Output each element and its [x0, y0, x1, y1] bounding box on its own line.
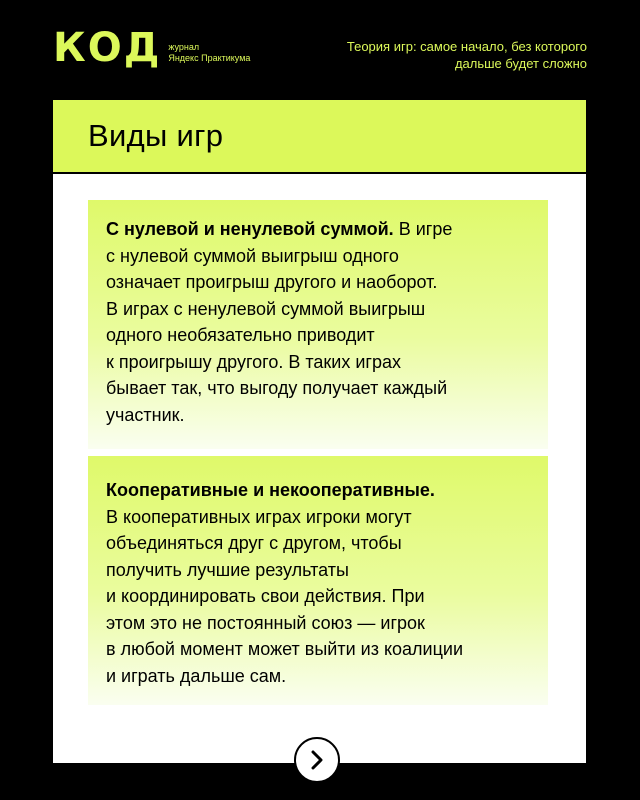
logo-subtitle-line1: журнал — [168, 42, 200, 52]
card-line: В кооперативных играх игроки могут — [106, 506, 412, 527]
content-panel — [53, 100, 586, 763]
card-line: объединяться друг с другом, чтобы — [106, 533, 402, 553]
card-line: бывает так, что выгоду получает каждый — [106, 378, 448, 398]
card-line: одного необязательно приводит — [106, 325, 375, 345]
card-line: этом это не постоянный союз — игрок — [106, 612, 425, 633]
card-line: означает проигрыш другого и наоборот. — [106, 272, 438, 292]
panel-header — [53, 100, 586, 174]
info-card-cooperative — [88, 456, 548, 705]
card-line: к проигрышу другого. В таких играх — [106, 351, 401, 372]
card-line: участник. — [106, 404, 185, 425]
chevron-right-icon — [308, 749, 326, 771]
card-line: и координировать свои действия. При — [106, 586, 425, 606]
card-line: В игре — [393, 219, 453, 239]
card-line: с нулевой суммой выигрыш одного — [106, 245, 399, 266]
card-lead: Кооперативные и некооперативные. — [106, 480, 435, 500]
info-card-zero-sum — [88, 200, 548, 449]
article-title-line1: Теория игр: самое начало, без которого — [346, 39, 587, 54]
article-title — [287, 38, 587, 72]
card-line: в любой момент может выйти из коалиции — [106, 639, 464, 659]
card-line: В играх с ненулевой суммой выигрыш — [106, 298, 426, 319]
logo-mark: КОД — [53, 25, 162, 71]
card-line: и играть дальше сам. — [106, 665, 287, 686]
card-lead: С нулевой и ненулевой суммой. — [106, 219, 394, 239]
article-title-line2: дальше будет сложно — [454, 56, 587, 71]
logo — [53, 25, 251, 71]
logo-subtitle — [168, 42, 250, 64]
card-line: получить лучшие результаты — [106, 559, 349, 580]
next-slide-button[interactable] — [294, 737, 340, 783]
panel-title: Виды игр — [88, 118, 224, 153]
logo-subtitle-line2: Яндекс Практикума — [168, 53, 251, 63]
